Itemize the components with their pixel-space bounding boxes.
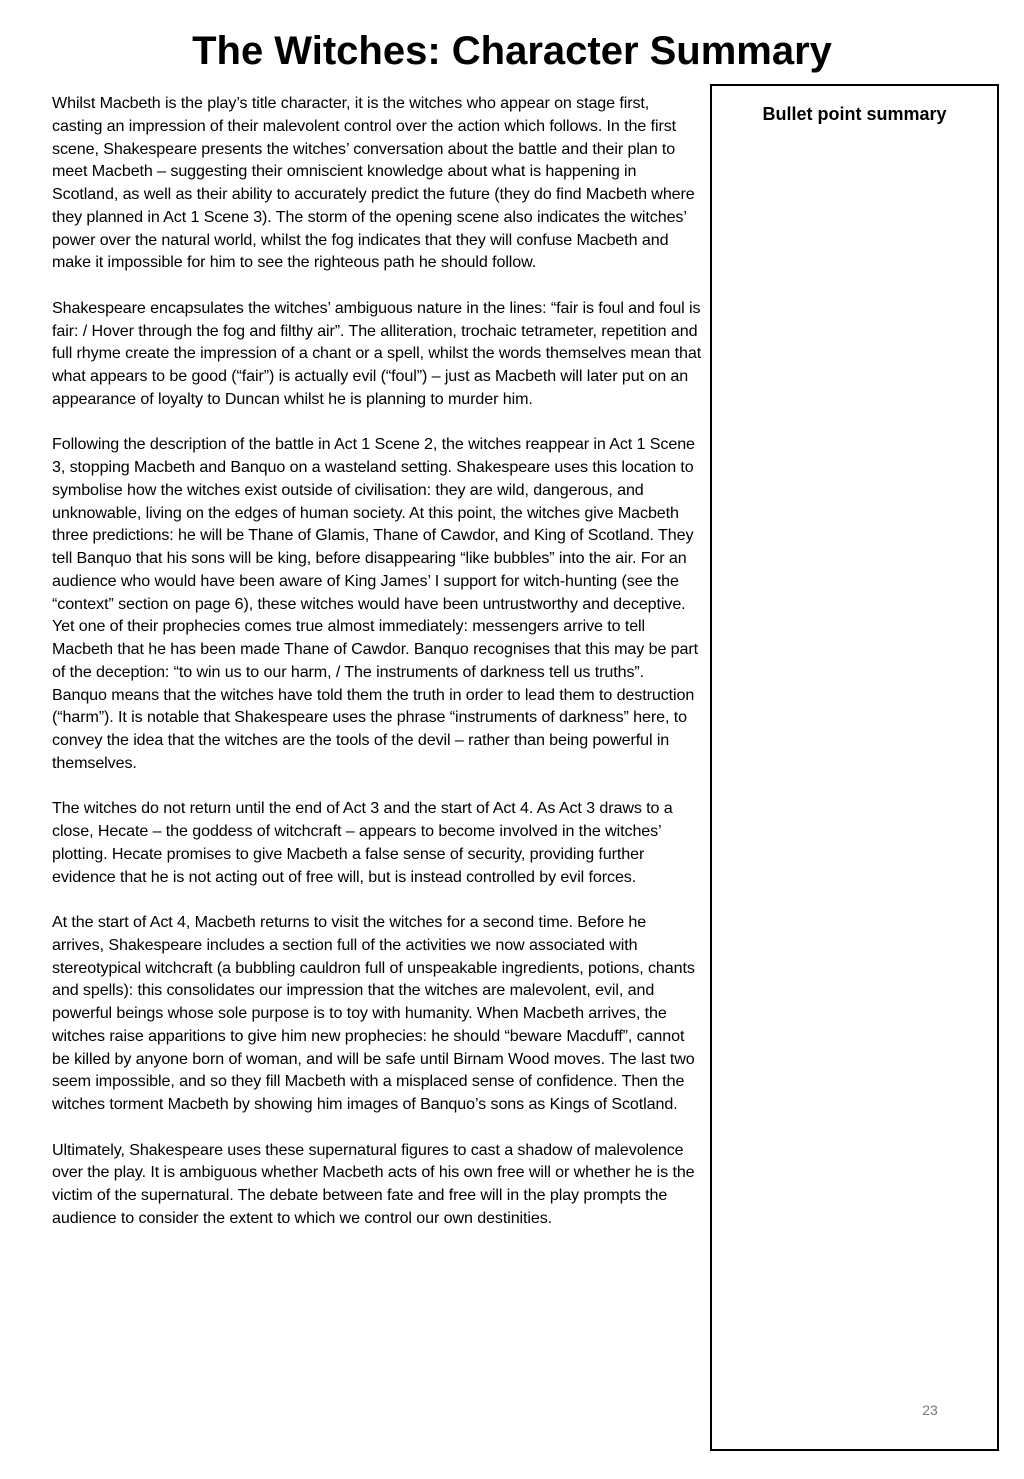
paragraph: The witches do not return until the end of Act 3 and the start of Act 4. As Act 3 draws to a close, Hecate – the goddess of witchcraft – appears to become involved in the witches’ plotting. Hecate promises to give Macbeth a false sense of security, providing further evidence that he is not acting out of free will, but is instead controlled by evil forces. xyxy=(52,799,673,886)
paragraph: Following the description of the battle in Act 1 Scene 2, the witches reappear in Act 1 Scene 3, stopping Macbeth and Banquo on a wasteland setting. Shakespeare uses this location to symbolise how the witches exist outside of civilisation: they are wild, dangerous, and unknowable, living on the edges of human society. At this point, the witches give Macbeth three predictions: he will be Thane of Glamis, Thane of Cawdor, and King of Scotland. They tell Banquo that his sons will be king, before disappearing “like bubbles” into the air. For an audience who would have been aware of King James’ I support for witch-hunting (see the “context” section on page 6), these witches would have been untrustworthy and deceptive. Yet one of their prophecies comes true almost immediately: messengers arrive to tell Macbeth that he has been made Thane of Cawdor. Banquo recognises that this may be part of the deception: “to win us to our harm, / The instruments of darkness tell us truths”. Banquo means that the witches have told them the truth in order to lead them to destruction (“harm”). It is notable that Shakespeare uses the phrase “instruments of darkness” here, to convey the idea that the witches are the tools of the devil – rather than being powerful in themselves. xyxy=(52,435,698,772)
paragraph: Shakespeare encapsulates the witches’ ambiguous nature in the lines: “fair is foul and foul is fair: / Hover through the fog and filthy air”. The alliteration, trochaic tetrameter, repetition and full rhyme create the impression of a chant or a spell, whilst the words themselves mean that what appears to be good (“fair”) is actually evil (“foul”) – just as Macbeth will later put on an appearance of loyalty to Duncan whilst he is planning to murder him. xyxy=(52,298,702,408)
page-title: The Witches: Character Summary xyxy=(192,29,832,73)
page-number: 23 xyxy=(922,1402,938,1418)
bullet-summary-box xyxy=(710,84,999,1451)
paragraph: At the start of Act 4, Macbeth returns to visit the witches for a second time. Before he arrives, Shakespeare includes a section full of the activities we now associated with stereotypical witchcraft (a bubbling cauldron full of unspeakable ingredients, potions, chants and spells): this consolidates our impression that the witches are malevolent, evil, and powerful beings whose sole purpose is to toy with humanity. When Macbeth arrives, the witches raise apparitions to give him new prophecies: he should “beware Macduff”, cannot be killed by anyone born of woman, and will be safe until Birnam Wood moves. The last two seem impossible, and so they fill Macbeth with a misplaced sense of confidence. Then the witches torment Macbeth by showing him images of Banquo’s sons as Kings of Scotland. xyxy=(52,913,695,1113)
body-text xyxy=(52,92,702,1252)
paragraph: Whilst Macbeth is the play’s title character, it is the witches who appear on stage first, casting an impression of their malevolent control over the action which follows. In the first scene, Shakespeare presents the witches’ conversation about the battle and their plan to meet Macbeth – suggesting their omniscient knowledge about what is happening in Scotland, as well as their ability to accurately predict the future (they do find Macbeth where they planned in Act 1 Scene 3). The storm of the opening scene also indicates the witches’ power over the natural world, whilst the fog indicates that they will confuse Macbeth and make it impossible for him to see the righteous path he should follow. xyxy=(52,94,695,272)
paragraph: Ultimately, Shakespeare uses these supernatural figures to cast a shadow of malevolence over the play. It is ambiguous whether Macbeth acts of his own free will or whether he is the victim of the supernatural. The debate between fate and free will in the play prompts the audience to consider the extent to which we control our own destinities. xyxy=(52,1140,695,1227)
summary-heading: Bullet point summary xyxy=(762,104,947,124)
